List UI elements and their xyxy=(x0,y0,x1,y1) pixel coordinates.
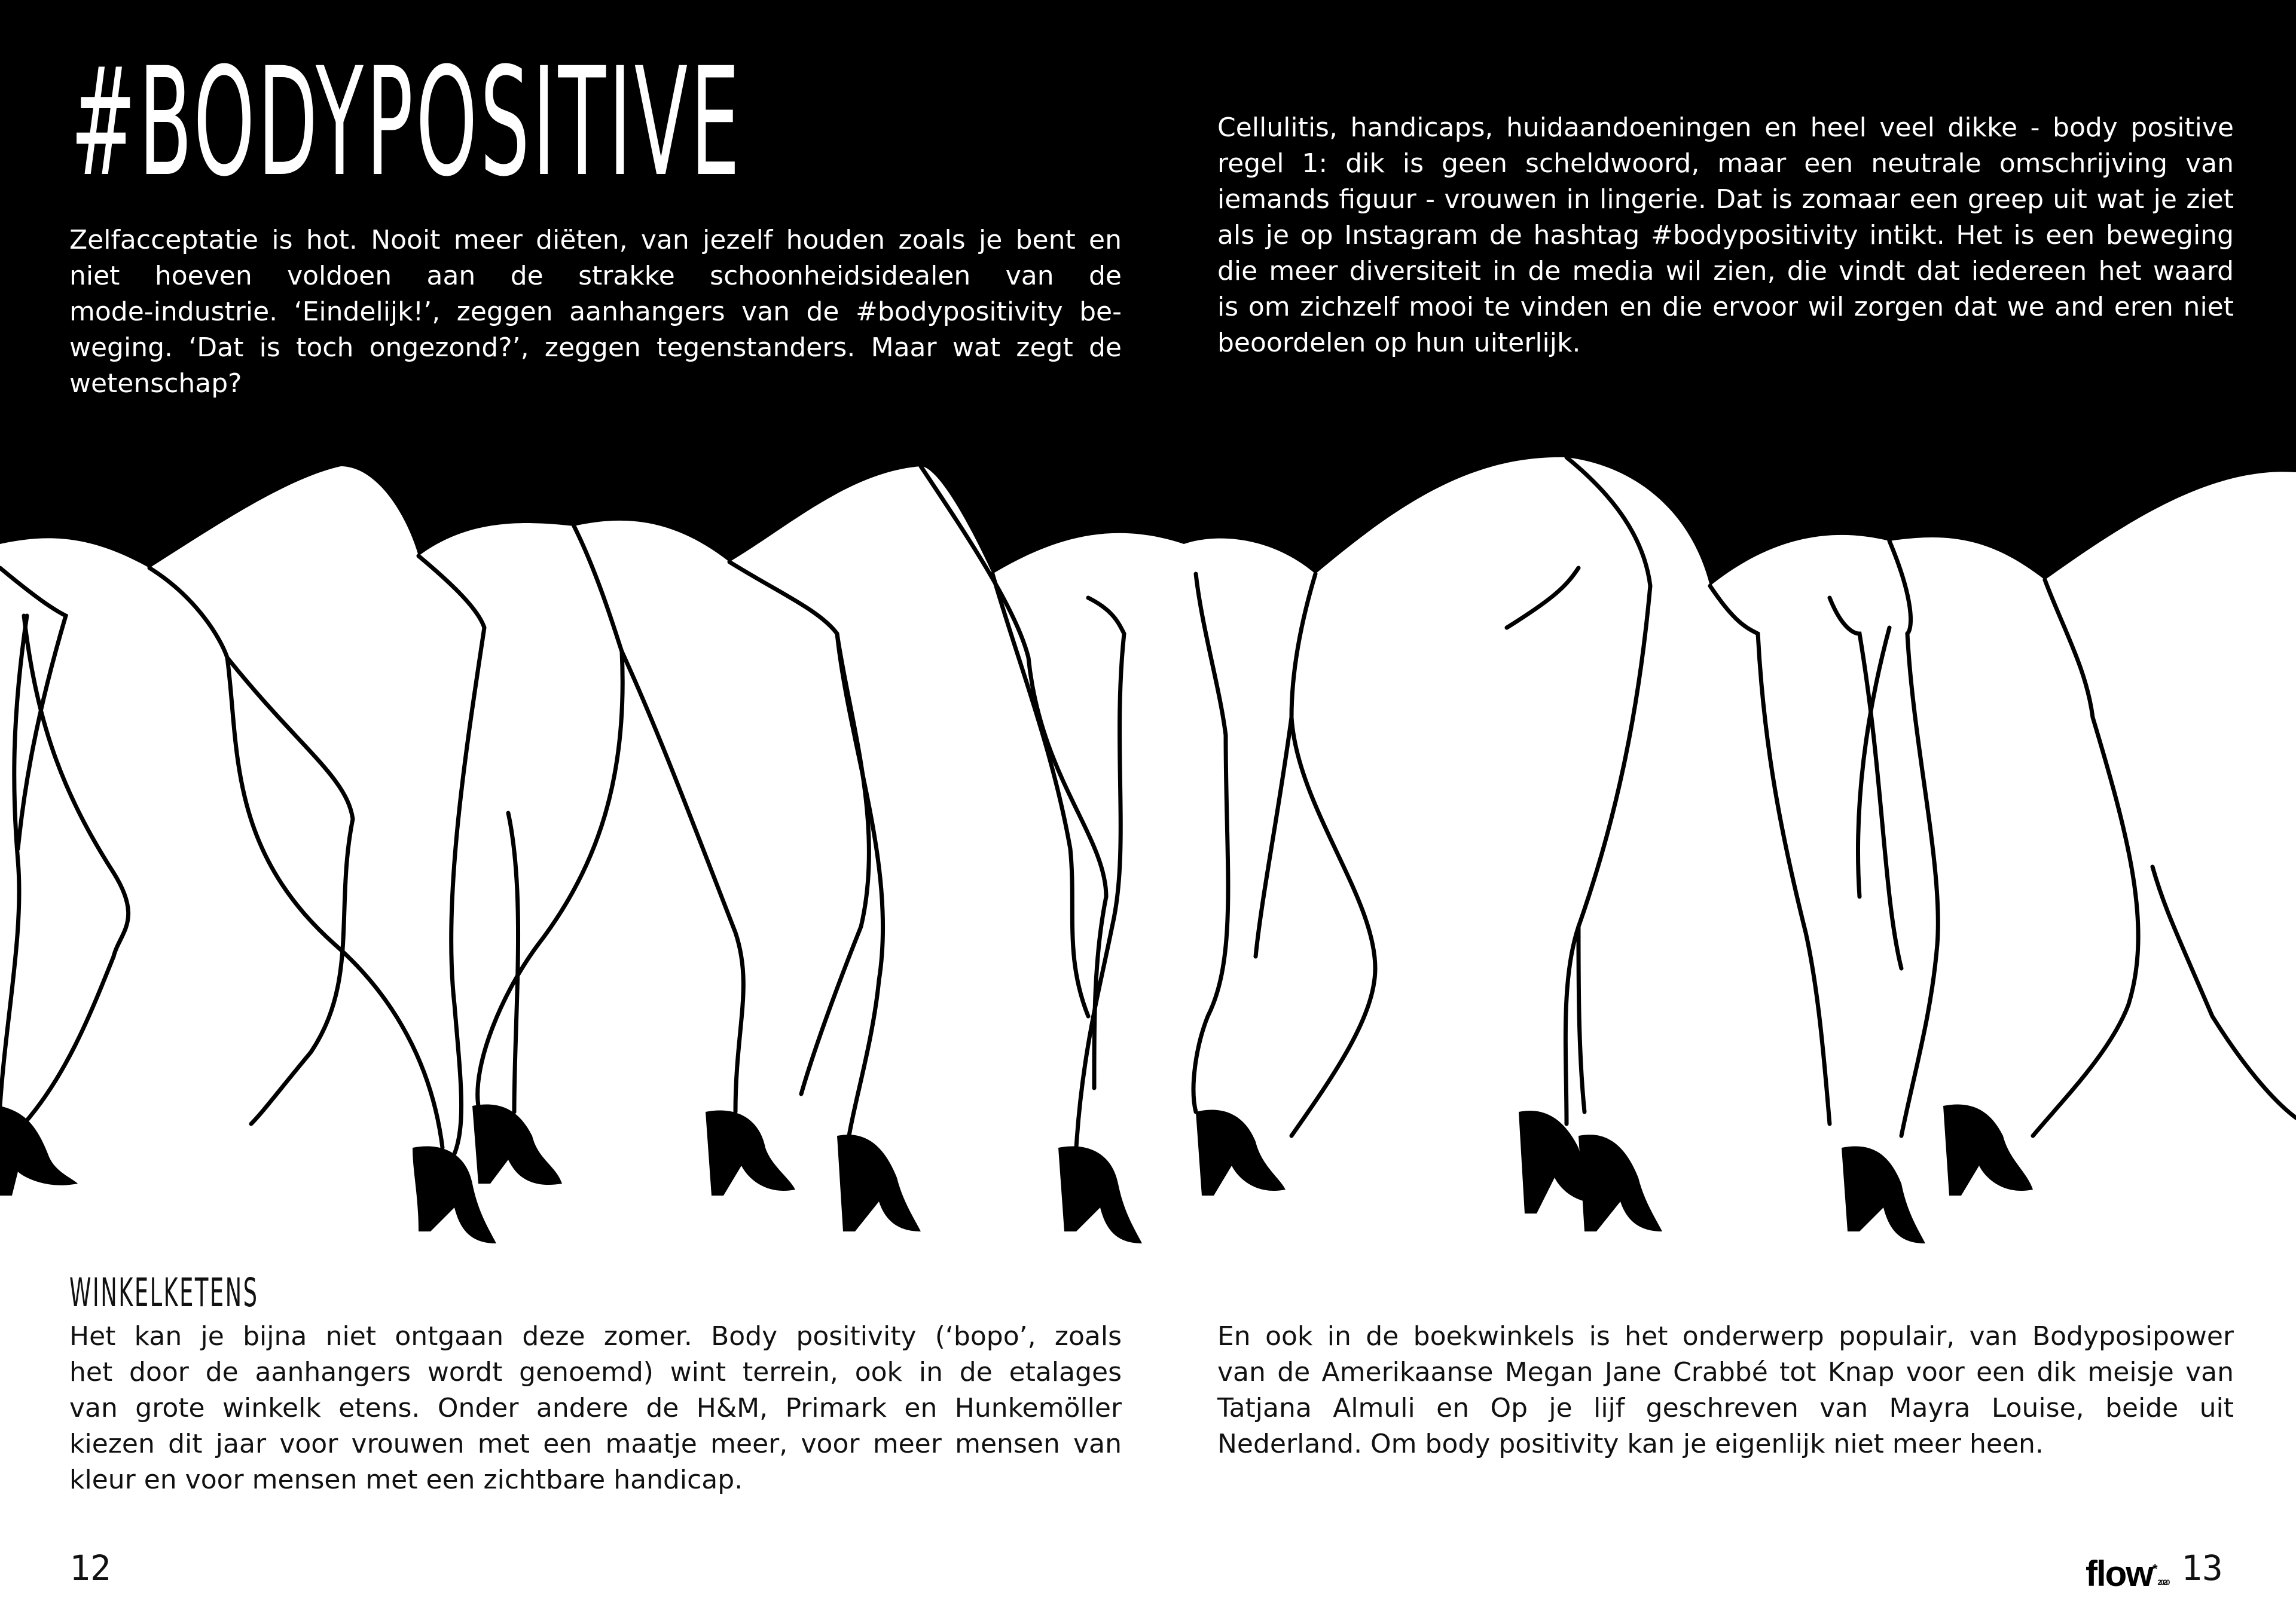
body-right-paragraph: En ook in de boekwinkels is het onderwerp populair, van Bodyposipower van de Amerikaanse Megan Jane Crabbé tot Knap voor een dik meisje van Tatjana Almuli en Op je lijf geschreven van Mayra Louise, beide uit Nederland. Om body positivity kan je eigenlijk niet meer heen. xyxy=(1217,1321,2234,1459)
body-left-paragraph: Het kan je bijna niet ontgaan deze zomer. Body positivity (‘bopo’, zoals het door de aanhangers wordt genoemd) wint terrein, ook in de etalages van grote winkelk etens. Onder andere de H&M, Primark en Hunkemöller kiezen dit jaar voor vrouwen met een maatje meer, voor meer mensen van kleur en voor mensen met een zichtbare handicap. xyxy=(69,1321,1122,1495)
intro-left-paragraph: Zelfacceptatie is hot. Nooit meer diëten, van jezelf houden zoals je bent en niet hoeven voldoen aan de strakke schoonheidsidealen van de mode-industrie. ‘Eindelijk!’, zeggen aanhangers van de #bodypositivity be- weging. ‘Dat is toch ongezond?’, zeggen tegenstanders. Maar wat zegt de wetenschap? xyxy=(69,225,1122,399)
page-number-left: 12 xyxy=(69,1548,111,1588)
page-number-right: 13 xyxy=(2181,1548,2223,1588)
flow-logo: flow*2020 xyxy=(2086,1554,2169,1594)
page-title: #BODYPOSITIVE xyxy=(71,35,743,209)
high-heel-shoes xyxy=(0,1104,2033,1243)
intro-right-paragraph: Cellulitis, handicaps, huidaandoeningen en heel veel dikke - body positive regel 1: dik is geen scheldwoord, maar een neutrale omschrijving van iemands figuur - vrouwen in lingerie. Dat is zomaar een greep uit wat je ziet als je op Instagram de hashtag #bodypositivity intikt. Het is een beweging die meer diversiteit in de media wil zien, die vindt dat iedereen het waard is om zichzelf mooi te vinden en die ervoor wil zorgen dat we and eren niet beoordelen op hun uiterlijk. xyxy=(1217,112,2234,358)
section-heading: WINKELKETENS xyxy=(69,1270,259,1316)
